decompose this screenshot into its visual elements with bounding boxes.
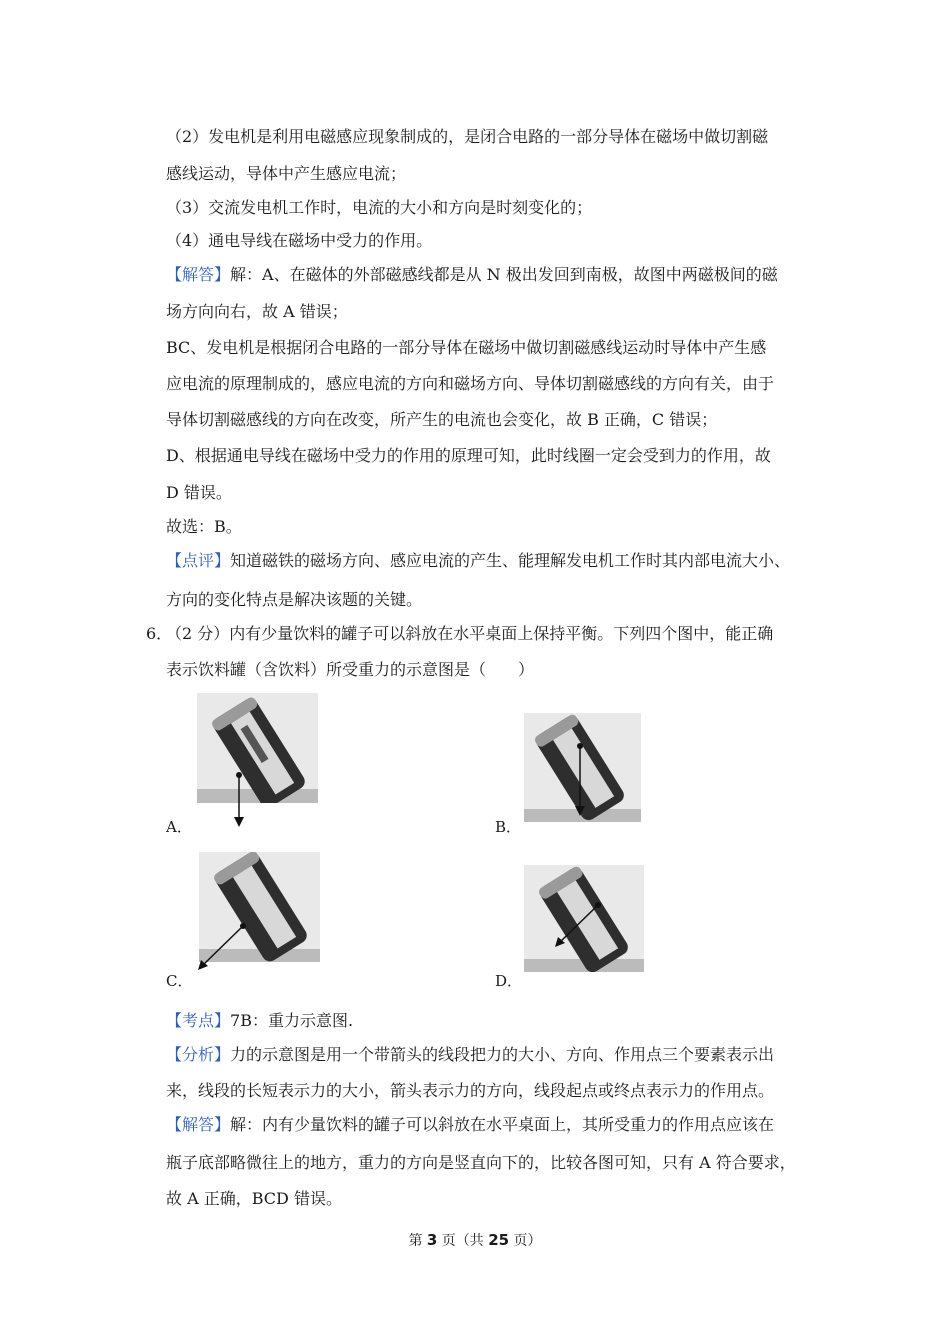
option-a-label: A． [166, 818, 192, 836]
answer-line: 导体切割磁感线的方向在改变，所产生的电流也会变化，故 B 正确，C 错误； [166, 410, 718, 429]
fenxi-line [166, 1045, 774, 1065]
option-a-image [197, 693, 318, 803]
kaodian-tag: 【考点】 [166, 1011, 231, 1030]
question-number: 6． [146, 624, 173, 643]
comment-line: 方向的变化特点是解决该题的关键。 [166, 590, 423, 609]
answer-text: 解：A、在磁体的外部磁感线都是从 N 极出发回到南极，故图中两磁极间的磁 [230, 265, 778, 284]
jieda-tag: 【解答】 [166, 1115, 231, 1134]
can-illustration [197, 693, 318, 803]
question-stem: 表示饮料罐（含饮料）所受重力的示意图是（ ） [166, 660, 535, 679]
answer-line: 应电流的原理制成的，感应电流的方向和磁场方向、导体切割磁感线的方向有关，由于 [166, 374, 775, 393]
can-illustration [524, 713, 641, 822]
page-total: 25 [488, 1231, 510, 1249]
answer-line [166, 265, 778, 285]
answer-tag: 【解答】 [166, 265, 231, 284]
footer-mid: 页（共 [437, 1233, 489, 1249]
option-c-label: C． [166, 972, 193, 990]
analysis-line: 感线运动，导体中产生感应电流； [166, 164, 407, 183]
answer-line: D、根据通电导线在磁场中受力的作用的原理可知，此时线圈一定会受到力的作用，故 [166, 446, 771, 465]
page-footer [0, 1230, 950, 1250]
answer-line: 故选：B。 [166, 517, 242, 536]
option-b-image [524, 713, 641, 822]
question-stem: （2 分）内有少量饮料的罐子可以斜放在水平桌面上保持平衡。下列四个图中，能正确 [166, 624, 774, 643]
comment-line [166, 551, 790, 571]
option-d-image [524, 865, 644, 972]
answer-line: BC、发电机是根据闭合电路的一部分导体在磁场中做切割磁感线运动时导体中产生感 [166, 338, 767, 357]
fenxi-line: 来，线段的长短表示力的大小，箭头表示力的方向，线段起点或终点表示力的作用点。 [166, 1081, 775, 1100]
comment-text: 知道磁铁的磁场方向、感应电流的产生、能理解发电机工作时其内部电流大小、 [230, 551, 791, 570]
jieda-line: 瓶子底部略微往上的地方，重力的方向是竖直向下的，比较各图可知，只有 A 符合要求， [166, 1153, 796, 1172]
gravity-arrow-a [232, 770, 246, 828]
answer-line: D 错误。 [166, 483, 232, 502]
fenxi-text: 力的示意图是用一个带箭头的线段把力的大小、方向、作用点三个要素表示出 [230, 1045, 775, 1064]
jieda-line: 故 A 正确，BCD 错误。 [166, 1189, 342, 1208]
footer-suffix: 页） [509, 1233, 542, 1249]
jieda-text: 解：内有少量饮料的罐子可以斜放在水平桌面上，其所受重力的作用点应该在 [230, 1115, 775, 1134]
can-illustration [524, 865, 644, 972]
comment-tag: 【点评】 [166, 551, 231, 570]
answer-line: 场方向向右，故 A 错误； [166, 302, 348, 321]
page-number: 3 [426, 1231, 438, 1249]
analysis-line: （3）交流发电机工作时，电流的大小和方向是时刻变化的； [166, 198, 593, 217]
kaodian-line [166, 1011, 353, 1031]
jieda-line [166, 1115, 774, 1135]
analysis-line: （4）通电导线在磁场中受力的作用。 [166, 231, 433, 250]
option-b-label: B． [495, 818, 522, 836]
gravity-arrow-c [195, 920, 250, 972]
kaodian-text: 7B：重力示意图. [230, 1011, 354, 1030]
analysis-line: （2）发电机是利用电磁感应现象制成的，是闭合电路的一部分导体在磁场中做切割磁 [166, 127, 769, 146]
option-d-label: D． [495, 972, 523, 990]
fenxi-tag: 【分析】 [166, 1045, 231, 1064]
footer-prefix: 第 [408, 1233, 427, 1249]
